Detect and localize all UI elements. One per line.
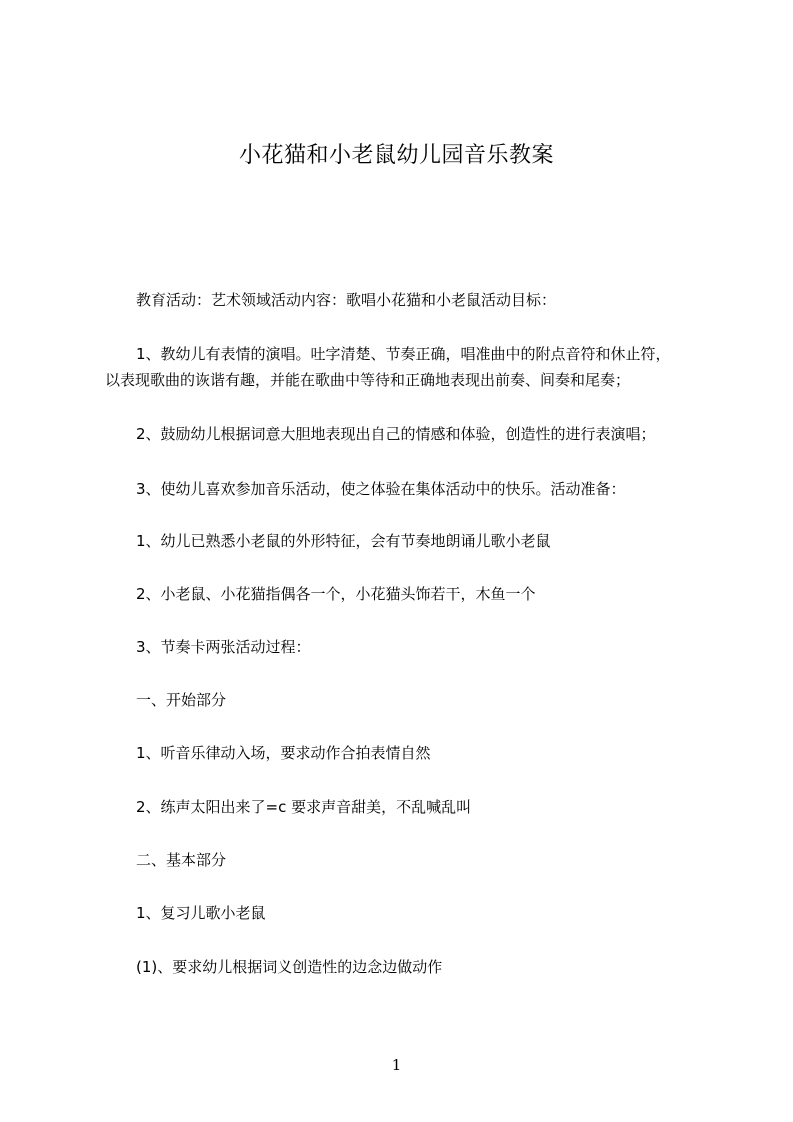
paragraph-prep-1: 1、幼儿已熟悉小老鼠的外形特征，会有节奏地朗诵儿歌小老鼠 [136,532,551,550]
paragraph-goal-2: 2、鼓励幼儿根据词意大胆地表现出自己的情感和体验，创造性的进行表演唱； [136,425,656,443]
paragraph-start-1: 1、听音乐律动入场，要求动作合拍表情自然 [136,744,431,762]
paragraph-basic-1-sub-1: (1)、要求幼儿根据词义创造性的边念边做动作 [136,958,443,976]
paragraph-basic-1: 1、复习儿歌小老鼠 [136,904,266,922]
paragraph-prep-3: 3、节奏卡两张活动过程： [136,638,311,656]
section-heading-basic: 二、基本部分 [136,851,227,869]
paragraph-activity-info: 教育活动：艺术领域活动内容：歌唱小花猫和小老鼠活动目标： [136,291,557,309]
document-title: 小花猫和小老鼠幼儿园音乐教案 [238,143,554,168]
paragraph-start-2: 2、练声太阳出来了=c 要求声音甜美，不乱喊乱叫 [136,798,472,816]
paragraph-goal-1-line-1: 1、教幼儿有表情的演唱。吐字清楚、节奏正确，唱准曲中的附点音符和休止符， [136,345,671,363]
page-number: 1 [391,1056,402,1074]
paragraph-goal-3: 3、使幼儿喜欢参加音乐活动，使之体验在集体活动中的快乐。活动准备： [136,480,626,498]
section-heading-start: 一、开始部分 [136,691,227,709]
paragraph-prep-2: 2、小老鼠、小花猫指偶各一个，小花猫头饰若干，木鱼一个 [136,585,536,603]
paragraph-goal-1-line-2: 以表现歌曲的诙谐有趣，并能在歌曲中等待和正确地表现出前奏、间奏和尾奏； [105,371,631,389]
paragraph-goal-1 [105,341,736,393]
